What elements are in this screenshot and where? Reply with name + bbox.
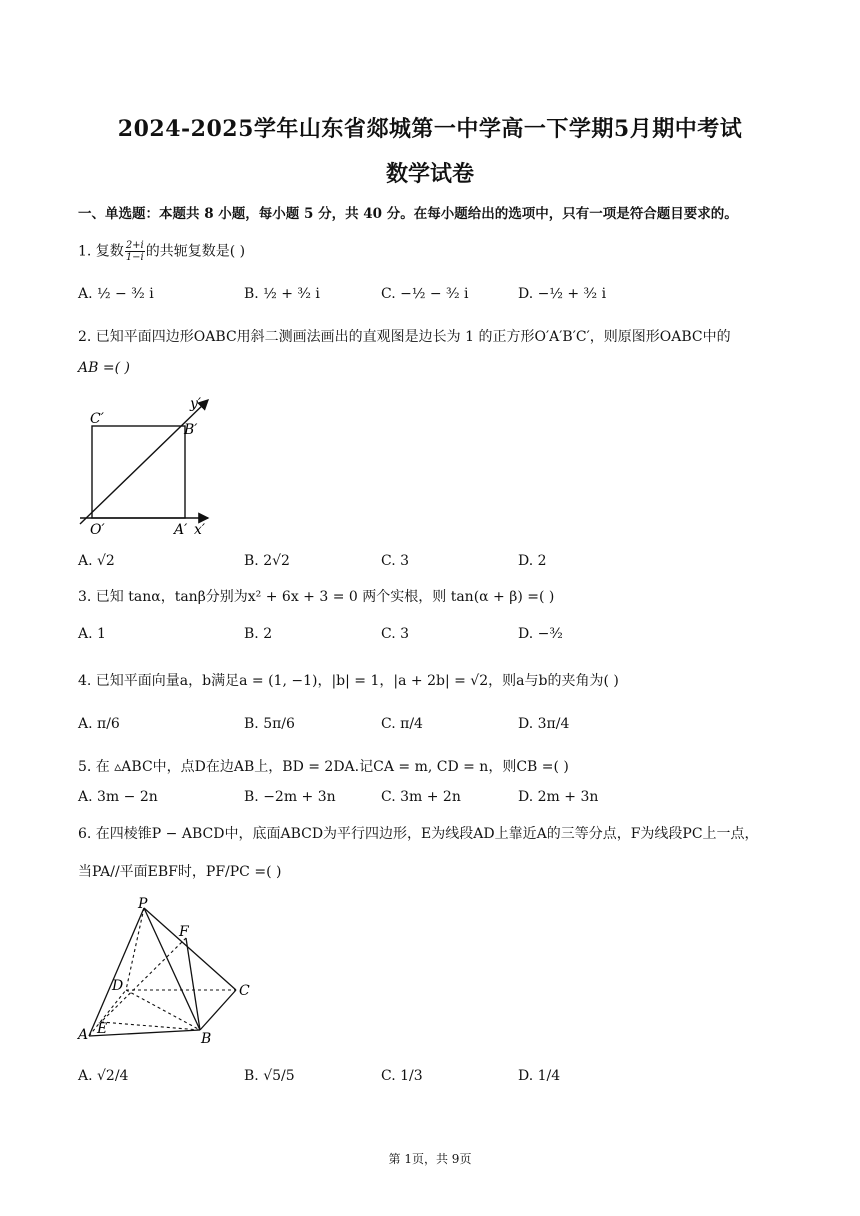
exam-subtitle: 数学试卷 [385,161,474,187]
q1-stem-text: 1. 复数 [78,243,124,260]
q6-edge-pc [144,908,236,990]
q2-label-o: O′ [90,522,105,538]
q1-tail: 的共轭复数是( ) [145,243,246,260]
q2-option-a[interactable]: A. √2 [78,553,115,569]
q6-edge-bc [200,990,236,1030]
q4-option-a[interactable]: A. π/6 [78,716,120,732]
q1-option-c[interactable]: C. −½ − ³⁄₂ i [381,286,469,302]
q6-edge-db [126,990,200,1030]
q1-frac-num: 2+i [125,240,144,251]
q1-frac-den: 1−i [125,252,144,263]
q6-label-a: A [78,1027,89,1043]
q6-edge-pd [126,908,144,990]
q6-edge-eb [101,1022,200,1030]
q2-line1: 2. 已知平面四边形OABC用斜二测画法画出的直观图是边长为 1 的正方形O′A′B′C′，则原图形OABC中的 [78,329,731,345]
q2-option-d[interactable]: D. 2 [518,553,547,569]
q6-label-d: D [112,978,124,994]
q6-option-b[interactable]: B. √5/5 [244,1068,295,1084]
q6-line1: 6. 在四棱锥P − ABCD中，底面ABCD为平行四边形，E为线段AD上靠近A的三等分点，F为线段PC上一点， [78,826,759,842]
q4-option-c[interactable]: C. π/4 [381,716,423,732]
q2-label-a: A′ [174,522,188,538]
q5-option-c[interactable]: C. 3m + 2n [381,789,461,805]
q5-option-b[interactable]: B. −2m + 3n [244,789,336,805]
page-footer: 第 1页，共 9页 [388,1152,472,1166]
q1-fraction [125,240,145,263]
question-1-stem [78,240,245,263]
q2-label-x: x′ [194,522,206,538]
q6-edge-ad [89,990,126,1036]
q1-option-d[interactable]: D. −½ + ³⁄₂ i [518,286,607,302]
q1-option-a[interactable]: A. ½ − ³⁄₂ i [78,286,154,302]
q2-label-b: B′ [184,422,198,438]
q3-option-c[interactable]: C. 3 [381,626,410,642]
q6-label-p: P [138,896,148,912]
q2-figure [76,394,226,540]
q5-option-d[interactable]: D. 2m + 3n [518,789,599,805]
q6-option-c[interactable]: C. 1/3 [381,1068,423,1084]
q5-stem: 5. 在 ▵ABC中，点D在边AB上，BD = 2DA.记CA = m, CD = n，则CB =( ) [78,759,569,775]
q2-square [92,426,185,518]
q6-edge-pb [144,908,200,1030]
q4-option-d[interactable]: D. 3π/4 [518,716,570,732]
exam-title: 2024-2025学年山东省郯城第一中学高一下学期5月期中考试 [117,116,743,142]
q6-line2: 当PA//平面EBF时，PF/PC =( ) [78,864,282,880]
q1-option-b[interactable]: B. ½ + ³⁄₂ i [244,286,320,302]
q6-option-d[interactable]: D. 1/4 [518,1068,561,1084]
q2-line2: AB =( ) [78,360,130,376]
q2-option-b[interactable]: B. 2√2 [244,553,290,569]
q6-label-b: B [201,1031,212,1047]
q6-label-c: C [239,983,250,999]
q6-label-e: E [97,1021,108,1037]
q3-stem: 3. 已知 tanα，tanβ分别为x² + 6x + 3 = 0 两个实根，则 tan(α + β) =( ) [78,589,555,605]
q5-option-a[interactable]: A. 3m − 2n [78,789,158,805]
q6-label-f: F [179,924,189,940]
q4-stem: 4. 已知平面向量a，b满足a = (1, −1)，|b| = 1，|a + 2b| = √2，则a与b的夹角为( ) [78,673,619,689]
q6-figure [74,894,264,1050]
q2-option-c[interactable]: C. 3 [381,553,410,569]
q3-option-b[interactable]: B. 2 [244,626,273,642]
q6-option-a[interactable]: A. √2/4 [78,1068,129,1084]
q3-option-d[interactable]: D. −³⁄₂ [518,626,563,642]
q3-option-a[interactable]: A. 1 [78,626,106,642]
q2-label-y: y′ [190,396,202,412]
q6-edge-pa [89,908,144,1036]
q2-label-c: C′ [90,411,104,427]
section-heading: 一、单选题：本题共 8 小题，每小题 5 分，共 40 分。在每小题给出的选项中，只有一项是符合题目要求的。 [78,206,738,222]
q4-option-b[interactable]: B. 5π/6 [244,716,295,732]
